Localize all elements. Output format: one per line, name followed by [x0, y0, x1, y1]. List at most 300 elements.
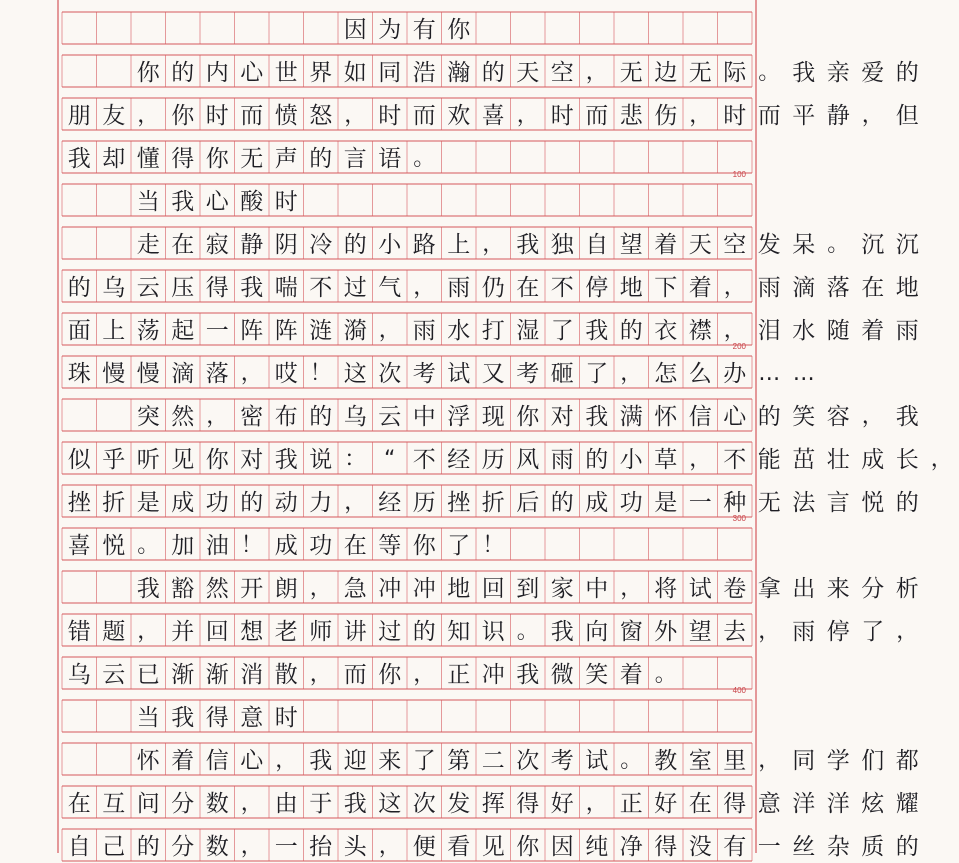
- essay-char: 在: [62, 788, 97, 820]
- essay-char: 成: [166, 487, 201, 519]
- essay-char: 下: [649, 272, 684, 304]
- essay-char: 后: [511, 487, 546, 519]
- essay-char: ：: [338, 444, 373, 476]
- essay-char: ，: [407, 659, 442, 691]
- essay-char: 都: [890, 745, 925, 777]
- essay-char: 的: [338, 229, 373, 261]
- essay-line: [62, 786, 752, 818]
- essay-char: 见: [476, 831, 511, 863]
- essay-char: 开: [235, 573, 270, 605]
- essay-char: 平: [787, 100, 822, 132]
- essay-char: 成: [856, 444, 891, 476]
- essay-char: 中: [580, 573, 615, 605]
- essay-char: 上: [442, 229, 477, 261]
- essay-char: 过: [338, 272, 373, 304]
- essay-char: …: [752, 358, 787, 390]
- essay-char: 办: [718, 358, 753, 390]
- essay-char: 的: [614, 315, 649, 347]
- essay-char: 容: [821, 401, 856, 433]
- essay-char: 地: [890, 272, 925, 304]
- essay-title-row: [62, 12, 752, 44]
- essay-char: 水: [442, 315, 477, 347]
- essay-char: ，: [304, 659, 339, 691]
- essay-char: 意: [752, 788, 787, 820]
- essay-char: 滴: [166, 358, 201, 390]
- essay-char: 题: [97, 616, 132, 648]
- essay-char: 豁: [166, 573, 201, 605]
- title-char: 你: [442, 14, 477, 46]
- essay-char: 却: [97, 143, 132, 175]
- essay-char: 。: [614, 745, 649, 777]
- essay-char: 语: [373, 143, 408, 175]
- essay-char: 我: [511, 229, 546, 261]
- essay-char: 便: [407, 831, 442, 863]
- essay-char: 己: [97, 831, 132, 863]
- essay-char: 停: [821, 616, 856, 648]
- essay-char: 得: [200, 272, 235, 304]
- essay-char: ，: [269, 745, 304, 777]
- essay-char: 成: [269, 530, 304, 562]
- essay-char: 声: [269, 143, 304, 175]
- essay-char: ，: [235, 358, 270, 390]
- essay-char: 我: [131, 573, 166, 605]
- essay-char: 发: [752, 229, 787, 261]
- essay-char: ，: [683, 100, 718, 132]
- essay-char: 这: [338, 358, 373, 390]
- essay-char: 的: [890, 57, 925, 89]
- essay-char: 回: [476, 573, 511, 605]
- essay-char: 风: [511, 444, 546, 476]
- essay-char: ，: [580, 57, 615, 89]
- essay-char: 考: [511, 358, 546, 390]
- essay-char: ，: [304, 573, 339, 605]
- essay-char: 想: [235, 616, 270, 648]
- essay-char: 落: [200, 358, 235, 390]
- essay-char: 在: [166, 229, 201, 261]
- essay-char: 数: [200, 831, 235, 863]
- essay-char: 等: [373, 530, 408, 562]
- essay-char: 这: [373, 788, 408, 820]
- essay-char: 心: [235, 745, 270, 777]
- essay-char: 落: [821, 272, 856, 304]
- essay-char: 不: [304, 272, 339, 304]
- essay-char: 天: [683, 229, 718, 261]
- essay-char: 正: [614, 788, 649, 820]
- essay-char: 得: [166, 143, 201, 175]
- essay-char: ，: [856, 100, 891, 132]
- essay-char: 停: [580, 272, 615, 304]
- essay-char: 于: [304, 788, 339, 820]
- essay-char: ！: [476, 530, 511, 562]
- essay-char: 渐: [166, 659, 201, 691]
- essay-char: ，: [580, 788, 615, 820]
- essay-char: 走: [131, 229, 166, 261]
- essay-char: 我: [338, 788, 373, 820]
- essay-char: ，: [373, 831, 408, 863]
- essay-char: 的: [545, 487, 580, 519]
- essay-char: 一: [200, 315, 235, 347]
- essay-char: 时: [545, 100, 580, 132]
- essay-char: 小: [614, 444, 649, 476]
- essay-char: 然: [166, 401, 201, 433]
- essay-char: 我: [511, 659, 546, 691]
- essay-char: 乌: [97, 272, 132, 304]
- essay-char: 了: [407, 745, 442, 777]
- essay-char: 的: [62, 272, 97, 304]
- essay-char: 功: [304, 530, 339, 562]
- essay-char: 云: [97, 659, 132, 691]
- essay-char: 我: [580, 401, 615, 433]
- essay-char: 悦: [97, 530, 132, 562]
- essay-char: 过: [373, 616, 408, 648]
- essay-char: 而: [235, 100, 270, 132]
- essay-char: 懂: [131, 143, 166, 175]
- essay-char: 慢: [97, 358, 132, 390]
- essay-char: 教: [649, 745, 684, 777]
- essay-char: 历: [407, 487, 442, 519]
- essay-char: ，: [718, 315, 753, 347]
- essay-char: 的: [235, 487, 270, 519]
- essay-char: 的: [304, 143, 339, 175]
- essay-char: 了: [580, 358, 615, 390]
- essay-char: 长: [890, 444, 925, 476]
- essay-char: 着: [614, 659, 649, 691]
- essay-char: 师: [304, 616, 339, 648]
- essay-char: 雨: [787, 616, 822, 648]
- essay-line: [62, 614, 752, 646]
- essay-char: 言: [338, 143, 373, 175]
- essay-char: 乌: [62, 659, 97, 691]
- essay-char: 我: [304, 745, 339, 777]
- essay-char: 冲: [373, 573, 408, 605]
- essay-char: 拿: [752, 573, 787, 605]
- essay-char: 仍: [476, 272, 511, 304]
- essay-char: 知: [442, 616, 477, 648]
- essay-char: [97, 702, 132, 734]
- essay-char: 静: [821, 100, 856, 132]
- essay-char: 时: [269, 702, 304, 734]
- essay-line: [62, 829, 752, 861]
- essay-char: 着: [166, 745, 201, 777]
- essay-char: 的: [131, 831, 166, 863]
- essay-char: 试: [683, 573, 718, 605]
- essay-char: 的: [890, 831, 925, 863]
- essay-char: 阵: [235, 315, 270, 347]
- essay-char: 冲: [476, 659, 511, 691]
- essay-char: ，: [683, 444, 718, 476]
- essay-char: 无: [235, 143, 270, 175]
- essay-char: 起: [166, 315, 201, 347]
- essay-char: 漪: [338, 315, 373, 347]
- essay-char: 。: [511, 616, 546, 648]
- essay-char: 回: [200, 616, 235, 648]
- essay-char: 互: [97, 788, 132, 820]
- essay-char: 怒: [304, 100, 339, 132]
- essay-char: 怀: [131, 745, 166, 777]
- essay-char: ，: [890, 616, 925, 648]
- essay-char: 悲: [614, 100, 649, 132]
- essay-char: 我: [235, 272, 270, 304]
- essay-char: 云: [131, 272, 166, 304]
- essay-char: 而: [580, 100, 615, 132]
- essay-char: ，: [614, 358, 649, 390]
- essay-char: ，: [131, 100, 166, 132]
- essay-char: 好: [545, 788, 580, 820]
- essay-char: 得: [718, 788, 753, 820]
- essay-char: 雨: [545, 444, 580, 476]
- essay-char: 的: [890, 487, 925, 519]
- word-counter-200: 200: [733, 342, 746, 351]
- essay-char: 的: [580, 444, 615, 476]
- essay-char: 自: [62, 831, 97, 863]
- essay-char: 得: [649, 831, 684, 863]
- essay-char: 言: [821, 487, 856, 519]
- essay-char: 来: [821, 573, 856, 605]
- essay-char: 二: [476, 745, 511, 777]
- essay-char: 朋: [62, 100, 97, 132]
- essay-char: 并: [166, 616, 201, 648]
- essay-char: 说: [304, 444, 339, 476]
- essay-char: 我: [890, 401, 925, 433]
- essay-char: 丝: [787, 831, 822, 863]
- essay-char: 析: [890, 573, 925, 605]
- essay-char: 迎: [338, 745, 373, 777]
- word-counter-400: 400: [733, 686, 746, 695]
- essay-char: 亲: [821, 57, 856, 89]
- essay-char: 气: [373, 272, 408, 304]
- essay-line: [62, 55, 752, 87]
- essay-char: ，: [752, 616, 787, 648]
- essay-char: 你: [373, 659, 408, 691]
- essay-char: 而: [338, 659, 373, 691]
- essay-char: 不: [407, 444, 442, 476]
- essay-line: [62, 442, 752, 474]
- essay-char: 时: [269, 186, 304, 218]
- essay-char: 好: [649, 788, 684, 820]
- essay-char: 似: [62, 444, 97, 476]
- essay-char: ，: [235, 788, 270, 820]
- essay-char: 我: [166, 186, 201, 218]
- essay-char: 炫: [856, 788, 891, 820]
- essay-char: 但: [890, 100, 925, 132]
- essay-char: ，: [752, 745, 787, 777]
- essay-char: 草: [649, 444, 684, 476]
- essay-char: ，: [131, 616, 166, 648]
- essay-char: 窗: [614, 616, 649, 648]
- essay-line: [62, 399, 752, 431]
- essay-char: 分: [166, 831, 201, 863]
- essay-char: 友: [97, 100, 132, 132]
- essay-char: 听: [131, 444, 166, 476]
- essay-char: 次: [373, 358, 408, 390]
- essay-char: “: [373, 444, 408, 476]
- essay-char: 杂: [821, 831, 856, 863]
- essay-char: 功: [200, 487, 235, 519]
- essay-char: 次: [511, 745, 546, 777]
- essay-char: 发: [442, 788, 477, 820]
- essay-char: 空: [545, 57, 580, 89]
- essay-char: 质: [856, 831, 891, 863]
- essay-char: 内: [200, 57, 235, 89]
- essay-char: 冲: [407, 573, 442, 605]
- essay-line: [62, 227, 752, 259]
- essay-char: 又: [476, 358, 511, 390]
- essay-line: [62, 98, 752, 130]
- essay-char: 散: [269, 659, 304, 691]
- word-counter-100: 100: [733, 170, 746, 179]
- essay-char: 问: [131, 788, 166, 820]
- essay-char: 雨: [442, 272, 477, 304]
- essay-char: 然: [200, 573, 235, 605]
- essay-char: 在: [856, 272, 891, 304]
- essay-char: 分: [166, 788, 201, 820]
- title-char: 因: [338, 14, 373, 46]
- essay-char: 纯: [580, 831, 615, 863]
- essay-char: 挫: [442, 487, 477, 519]
- essay-char: [97, 573, 132, 605]
- essay-line: [62, 700, 752, 732]
- essay-char: 种: [718, 487, 753, 519]
- essay-char: 的: [752, 401, 787, 433]
- essay-char: 当: [131, 186, 166, 218]
- essay-char: [62, 745, 97, 777]
- essay-char: [62, 186, 97, 218]
- essay-char: 喘: [269, 272, 304, 304]
- essay-char: 而: [407, 100, 442, 132]
- essay-char: 不: [718, 444, 753, 476]
- essay-char: 雨: [890, 315, 925, 347]
- essay-char: 加: [166, 530, 201, 562]
- word-counter-300: 300: [733, 514, 746, 523]
- essay-char: 同: [787, 745, 822, 777]
- essay-char: 油: [200, 530, 235, 562]
- essay-char: ，: [338, 100, 373, 132]
- essay-char: 功: [614, 487, 649, 519]
- essay-char: 望: [614, 229, 649, 261]
- essay-char: 折: [476, 487, 511, 519]
- essay-char: 朗: [269, 573, 304, 605]
- essay-char: 我: [62, 143, 97, 175]
- essay-char: 是: [649, 487, 684, 519]
- essay-char: 挥: [476, 788, 511, 820]
- essay-char: 无: [614, 57, 649, 89]
- essay-char: 湿: [511, 315, 546, 347]
- essay-char: 你: [511, 401, 546, 433]
- essay-line: [62, 657, 752, 689]
- essay-char: 阵: [269, 315, 304, 347]
- essay-char: ，: [511, 100, 546, 132]
- essay-char: 对: [235, 444, 270, 476]
- essay-char: 次: [407, 788, 442, 820]
- essay-char: 随: [821, 315, 856, 347]
- essay-char: 讲: [338, 616, 373, 648]
- essay-char: 信: [683, 401, 718, 433]
- essay-char: 头: [338, 831, 373, 863]
- essay-char: 一: [683, 487, 718, 519]
- essay-char: 水: [787, 315, 822, 347]
- essay-char: 阴: [269, 229, 304, 261]
- title-char: [166, 14, 201, 46]
- essay-char: 到: [511, 573, 546, 605]
- essay-line: [62, 184, 752, 216]
- essay-char: 面: [62, 315, 97, 347]
- essay-char: 的: [166, 57, 201, 89]
- essay-char: 洋: [821, 788, 856, 820]
- essay-char: 泪: [752, 315, 787, 347]
- essay-char: 悦: [856, 487, 891, 519]
- essay-char: 小: [373, 229, 408, 261]
- essay-char: 望: [683, 616, 718, 648]
- essay-char: 因: [545, 831, 580, 863]
- essay-char: 已: [131, 659, 166, 691]
- essay-char: 你: [200, 444, 235, 476]
- essay-char: 着: [856, 315, 891, 347]
- essay-char: 历: [476, 444, 511, 476]
- essay-char: 来: [373, 745, 408, 777]
- essay-char: 你: [200, 143, 235, 175]
- essay-char: ，: [235, 831, 270, 863]
- essay-char: 满: [614, 401, 649, 433]
- essay-char: 突: [131, 401, 166, 433]
- essay-char: 边: [649, 57, 684, 89]
- essay-char: 现: [476, 401, 511, 433]
- essay-char: 试: [442, 358, 477, 390]
- essay-char: 布: [269, 401, 304, 433]
- essay-char: 荡: [131, 315, 166, 347]
- essay-char: 第: [442, 745, 477, 777]
- essay-char: 欢: [442, 100, 477, 132]
- essay-char: 喜: [476, 100, 511, 132]
- essay-char: ，: [925, 444, 959, 476]
- essay-char: 将: [649, 573, 684, 605]
- essay-char: 挫: [62, 487, 97, 519]
- essay-char: 动: [269, 487, 304, 519]
- title-char: 为: [373, 14, 408, 46]
- essay-char: 室: [683, 745, 718, 777]
- essay-char: 的: [407, 616, 442, 648]
- essay-char: 壮: [821, 444, 856, 476]
- essay-char: 酸: [235, 186, 270, 218]
- essay-char: 无: [752, 487, 787, 519]
- title-char: [200, 14, 235, 46]
- essay-char: 打: [476, 315, 511, 347]
- essay-char: 慢: [131, 358, 166, 390]
- essay-char: 砸: [545, 358, 580, 390]
- essay-char: ，: [718, 272, 753, 304]
- essay-char: 家: [545, 573, 580, 605]
- essay-char: 我: [580, 315, 615, 347]
- essay-char: 力: [304, 487, 339, 519]
- essay-char: 冷: [304, 229, 339, 261]
- essay-line: [62, 485, 752, 517]
- essay-char: 涟: [304, 315, 339, 347]
- essay-char: 地: [614, 272, 649, 304]
- essay-char: 衣: [649, 315, 684, 347]
- essay-char: 你: [407, 530, 442, 562]
- essay-char: 老: [269, 616, 304, 648]
- essay-char: 独: [545, 229, 580, 261]
- essay-char: [62, 702, 97, 734]
- essay-char: ，: [338, 487, 373, 519]
- essay-char: 沉: [856, 229, 891, 261]
- essay-char: 无: [683, 57, 718, 89]
- essay-char: 你: [166, 100, 201, 132]
- essay-char: 能: [752, 444, 787, 476]
- essay-char: 浮: [442, 401, 477, 433]
- title-char: [131, 14, 166, 46]
- essay-char: 卷: [718, 573, 753, 605]
- essay-line: [62, 270, 752, 302]
